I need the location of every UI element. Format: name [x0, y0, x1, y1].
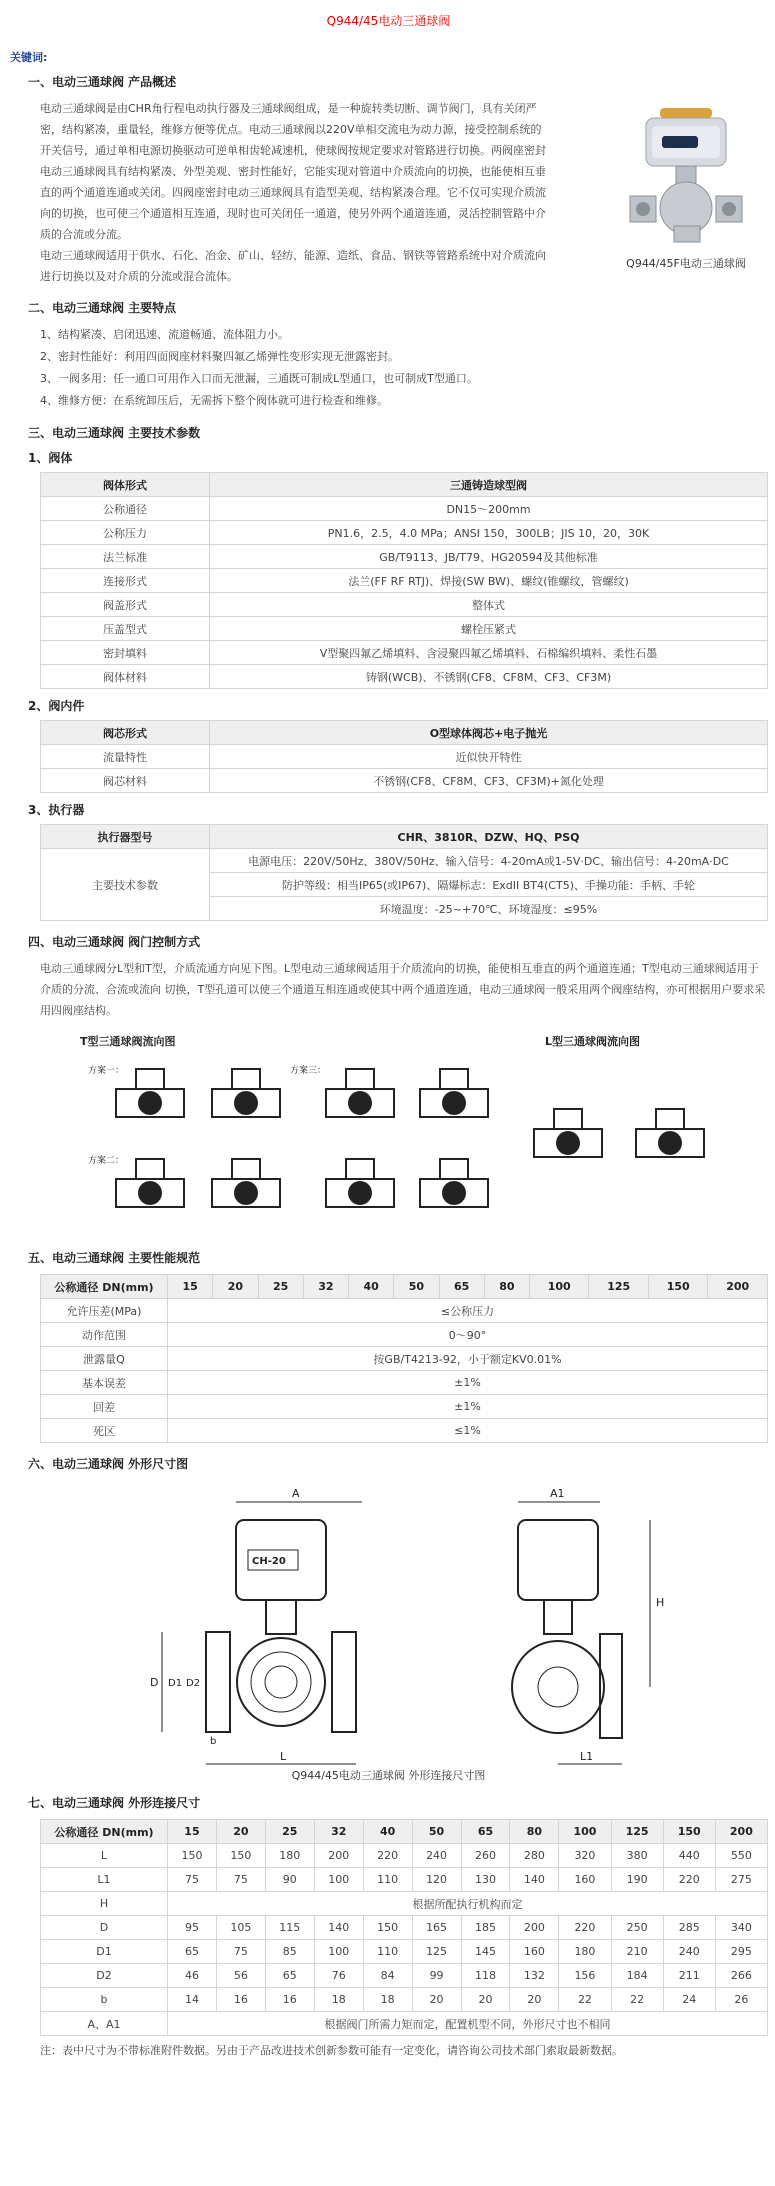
table-cell: 120 — [412, 1868, 461, 1892]
table-cell: 150 — [216, 1844, 265, 1868]
table-header-cell: 80 — [510, 1820, 559, 1844]
page-title: Q944/45电动三通球阀 — [326, 14, 451, 28]
table-cell: 285 — [663, 1916, 715, 1940]
table-cell: 75 — [216, 1940, 265, 1964]
table-cell: 95 — [168, 1916, 217, 1940]
table-row — [41, 545, 768, 569]
table-cell: 280 — [510, 1844, 559, 1868]
table-row — [41, 497, 768, 521]
table-cell: 100 — [314, 1868, 363, 1892]
table-header-cell: 65 — [461, 1820, 510, 1844]
section-overview-heading: 一、电动三通球阀 产品概述 — [28, 75, 177, 89]
table-row — [41, 641, 768, 665]
table-cell: 250 — [611, 1916, 663, 1940]
table-cell: 基本误差 — [41, 1371, 168, 1395]
table-cell: 140 — [314, 1916, 363, 1940]
keywords-label: 关键词: — [10, 51, 48, 64]
table-cell: 85 — [265, 1940, 314, 1964]
flow-diagrams — [40, 1031, 767, 1237]
table-cell: 22 — [611, 1988, 663, 2012]
table-cell: 90 — [265, 1868, 314, 1892]
table-row — [41, 1988, 768, 2012]
overview-paragraph-2: 电动三通球阀适用于供水、石化、冶金、矿山、轻纺、能源、造纸、食品、钢铁等管路系统中对介质流向进行切换以及对介质的分流或混合流体。 — [40, 249, 546, 283]
table-cell: 20 — [461, 1988, 510, 2012]
product-photo — [616, 106, 756, 246]
table-cell: 210 — [611, 1940, 663, 1964]
table-cell: 84 — [363, 1964, 412, 1988]
table-cell: 130 — [461, 1868, 510, 1892]
table-cell: 24 — [663, 1988, 715, 2012]
dim-d2-label: D2 — [186, 1678, 201, 1689]
table-cell: 99 — [412, 1964, 461, 1988]
dim-b-label: b — [210, 1736, 217, 1747]
table-header-cell: 公称通径 DN(mm) — [41, 1820, 168, 1844]
table-header-cell: 三通铸造球型阀 — [210, 473, 768, 497]
table-row — [41, 617, 768, 641]
table-header-cell: 25 — [265, 1820, 314, 1844]
table-cell: 180 — [559, 1940, 611, 1964]
footnote: 注：表中尺寸为不带标准附件数据。另由于产品改进技术创新参数可能有一定变化，请咨询公司技术部门索取最新数据。 — [40, 2044, 623, 2057]
table-row — [41, 1275, 768, 1299]
table-cell: 防护等级：相当IP65(或IP67)、隔爆标志：ExdII BT4(CT5)、手操功能：手柄、手轮 — [210, 873, 768, 897]
l-diagram-title: L型三通球阀流向图 — [545, 1035, 641, 1048]
table-cell: 14 — [168, 1988, 217, 2012]
table-header-cell: 阀芯形式 — [41, 721, 210, 745]
table-header-cell: CHR、3810R、DZW、HQ、PSQ — [210, 825, 768, 849]
table-header-cell: 15 — [168, 1275, 213, 1299]
table-cell: 440 — [663, 1844, 715, 1868]
table-cell: 主要技术参数 — [41, 849, 210, 921]
feature-item: 3、一阀多用：任一通口可用作入口而无泄漏，三通既可制成L型通口，也可制成T型通口。 — [40, 372, 478, 385]
table-header-cell: 执行器型号 — [41, 825, 210, 849]
dim-d-label: D — [150, 1676, 159, 1689]
table-cell: 近似快开特性 — [210, 745, 768, 769]
table-cell: 180 — [265, 1844, 314, 1868]
table-cell: 不锈钢(CF8、CF8M、CF3、CF3M)+氮化处理 — [210, 769, 768, 793]
table-cell: 266 — [715, 1964, 767, 1988]
table-cell: b — [41, 1988, 168, 2012]
table-cell: 115 — [265, 1916, 314, 1940]
table-cell: 65 — [168, 1940, 217, 1964]
table-cell: 20 — [412, 1988, 461, 2012]
feature-item: 2、密封性能好：利用四面阀座材料聚四氟乙烯弹性变形实现无泄露密封。 — [40, 350, 399, 363]
dimension-drawing — [10, 1482, 767, 1782]
table-cell: 190 — [611, 1868, 663, 1892]
table-cell: 240 — [663, 1940, 715, 1964]
table-cell: 流量特性 — [41, 745, 210, 769]
table-cell: ±1% — [168, 1395, 768, 1419]
table-cell: 140 — [510, 1868, 559, 1892]
table-cell: 根据阀门所需力矩而定，配置机型不同，外形尺寸也不相同 — [168, 2012, 768, 2036]
feature-item: 1、结构紧凑、启闭迅速、流道畅通、流体阻力小。 — [40, 328, 289, 341]
table-row — [41, 1820, 768, 1844]
table-row — [41, 825, 768, 849]
table-row — [41, 665, 768, 689]
table-cell: 200 — [510, 1916, 559, 1940]
table-cell: 105 — [216, 1916, 265, 1940]
table-cell: D — [41, 1916, 168, 1940]
table-header-cell: 200 — [708, 1275, 768, 1299]
body-subheading: 1、阀体 — [28, 451, 73, 465]
table-header-cell: 150 — [648, 1275, 707, 1299]
product-figure — [611, 106, 761, 271]
table-header-cell: 125 — [589, 1275, 648, 1299]
table-cell: 螺栓压紧式 — [210, 617, 768, 641]
table-cell: PN1.6，2.5，4.0 MPa；ANSI 150，300LB；JIS 10，20，30K — [210, 521, 768, 545]
dim-l-label: L — [280, 1750, 287, 1763]
table-cell: 允许压差(MPa) — [41, 1299, 168, 1323]
section-features-heading: 二、电动三通球阀 主要特点 — [28, 301, 177, 315]
table-header-cell: 100 — [559, 1820, 611, 1844]
table-cell: 145 — [461, 1940, 510, 1964]
table-cell: 连接形式 — [41, 569, 210, 593]
table-row — [41, 769, 768, 793]
table-header-cell: 65 — [439, 1275, 484, 1299]
table-cell: 回差 — [41, 1395, 168, 1419]
table-cell: 110 — [363, 1940, 412, 1964]
dim-l1-label: L1 — [580, 1750, 594, 1763]
section-control-heading: 四、电动三通球阀 阀门控制方式 — [28, 935, 201, 949]
table-cell: ≤公称压力 — [168, 1299, 768, 1323]
dim-h-label: H — [656, 1596, 665, 1609]
table-cell: 阀体材料 — [41, 665, 210, 689]
table-cell: 动作范围 — [41, 1323, 168, 1347]
flow-diagram-svg — [40, 1031, 768, 1237]
features-list — [40, 324, 767, 412]
table-header-cell: 200 — [715, 1820, 767, 1844]
table-row — [41, 849, 768, 873]
table-header-cell: 80 — [484, 1275, 529, 1299]
table-header-cell: 32 — [314, 1820, 363, 1844]
table-cell: H — [41, 1892, 168, 1916]
table-cell: 550 — [715, 1844, 767, 1868]
table-cell: 125 — [412, 1940, 461, 1964]
table-cell: 泄露量Q — [41, 1347, 168, 1371]
actuator-model-label: CH-20 — [252, 1556, 286, 1567]
table-row — [41, 521, 768, 545]
table-cell: 16 — [216, 1988, 265, 2012]
table-header-cell: 50 — [412, 1820, 461, 1844]
body-table — [40, 472, 768, 689]
table-cell: 150 — [363, 1916, 412, 1940]
table-header-cell: 40 — [363, 1820, 412, 1844]
t-diagram-title: T型三通球阀流向图 — [80, 1035, 176, 1048]
connection-table — [40, 1819, 768, 2036]
table-cell: 死区 — [41, 1419, 168, 1443]
table-header-cell: 20 — [213, 1275, 258, 1299]
table-cell: D2 — [41, 1964, 168, 1988]
table-cell: 阀芯材料 — [41, 769, 210, 793]
table-header-cell: 125 — [611, 1820, 663, 1844]
table-cell: 阀盖形式 — [41, 593, 210, 617]
section-spec-heading: 三、电动三通球阀 主要技术参数 — [28, 426, 201, 440]
dim-d1-label: D1 — [168, 1678, 183, 1689]
table-cell: 法兰标准 — [41, 545, 210, 569]
table-row — [41, 1299, 768, 1323]
table-header-cell: 15 — [168, 1820, 217, 1844]
control-text: 电动三通球阀分L型和T型，介质流通方向见下图。L型电动三通球阀适用于介质流向的切换，能使相互垂直的两个通道连通；T型电动三通球阀适用于介质的分流、合流或流向 切换，T型孔道可以使三个通道互相连通或使其中两个通道连通，电动三通球阀一般采用两个阀座结构，亦可根据用户要求采用四阀座结构。 — [40, 962, 766, 1017]
table-row — [41, 745, 768, 769]
table-row — [41, 473, 768, 497]
table-row — [41, 1868, 768, 1892]
table-row — [41, 569, 768, 593]
table-cell: 260 — [461, 1844, 510, 1868]
table-cell: A、A1 — [41, 2012, 168, 2036]
feature-item: 4、维修方便：在系统卸压后，无需拆下整个阀体就可进行检查和维修。 — [40, 394, 388, 407]
table-cell: 环境温度：-25~+70℃、环境湿度：≤95% — [210, 897, 768, 921]
table-cell: L — [41, 1844, 168, 1868]
table-cell: 20 — [510, 1988, 559, 2012]
table-cell: 铸钢(WCB)、不锈钢(CF8、CF8M、CF3、CF3M) — [210, 665, 768, 689]
table-header-cell: O型球体阀芯+电子抛光 — [210, 721, 768, 745]
table-cell: 56 — [216, 1964, 265, 1988]
table-cell: 16 — [265, 1988, 314, 2012]
table-header-cell: 阀体形式 — [41, 473, 210, 497]
table-row — [41, 1916, 768, 1940]
table-header-cell: 150 — [663, 1820, 715, 1844]
table-cell: 132 — [510, 1964, 559, 1988]
table-row — [41, 1419, 768, 1443]
table-cell: 220 — [559, 1916, 611, 1940]
table-cell: ±1% — [168, 1371, 768, 1395]
table-row — [41, 593, 768, 617]
table-cell: 295 — [715, 1940, 767, 1964]
table-cell: 150 — [168, 1844, 217, 1868]
overview-text — [10, 98, 550, 287]
table-cell: ≤1% — [168, 1419, 768, 1443]
table-row — [41, 1844, 768, 1868]
table-cell: 按GB/T4213-92，小于额定KV0.01% — [168, 1347, 768, 1371]
section-performance-heading: 五、电动三通球阀 主要性能规范 — [28, 1251, 201, 1265]
scheme-1-label: 方案一： — [88, 1066, 125, 1076]
table-cell: 185 — [461, 1916, 510, 1940]
table-cell: V型聚四氟乙烯填料、含浸聚四氟乙烯填料、石棉编织填料、柔性石墨 — [210, 641, 768, 665]
performance-table — [40, 1274, 768, 1443]
table-header-cell: 公称通径 DN(mm) — [41, 1275, 168, 1299]
table-row — [41, 1323, 768, 1347]
dim-a1-label: A1 — [550, 1487, 565, 1500]
table-cell: 240 — [412, 1844, 461, 1868]
table-cell: 275 — [715, 1868, 767, 1892]
table-cell: 65 — [265, 1964, 314, 1988]
table-header-cell: 100 — [530, 1275, 589, 1299]
inner-parts-subheading: 2、阀内件 — [28, 699, 85, 713]
table-cell: 184 — [611, 1964, 663, 1988]
table-row — [41, 1347, 768, 1371]
table-cell: 公称通径 — [41, 497, 210, 521]
table-cell: 380 — [611, 1844, 663, 1868]
table-cell: 公称压力 — [41, 521, 210, 545]
section-dimension-drawing-heading: 六、电动三通球阀 外形尺寸图 — [28, 1457, 189, 1471]
table-cell: 200 — [314, 1844, 363, 1868]
overview-block — [10, 98, 767, 287]
table-row — [41, 1964, 768, 1988]
table-cell: 100 — [314, 1940, 363, 1964]
overview-paragraph-1: 电动三通球阀是由CHR角行程电动执行器及三通球阀组成，是一种旋转类切断、调节阀门，具有关闭严密，结构紧凑，重量轻，维修方便等优点。电动三通球阀以220V单相交流电为动力源，接受控制系统的开关信号，通过单相电源切换驱动可逆单相齿轮减速机，使球阀按规定要求对管路进行切换。两阀座密封电动三通球阀具有结构紧凑、外型美观、密封性能好，它能实现对管道中介质流向的切换，也能使相互垂直的两个通道连通或关闭。四阀座密封电动三通球阀具有造型美观、结构紧凑合理。它不仅可实现介质流向的切换，也可使三个通道相互连通，现时也可关闭任一通道，使另外两个通道连通，灵活控制管路中介质的合流或分流。 — [40, 102, 546, 241]
inner-parts-table — [40, 720, 768, 793]
table-cell: 18 — [314, 1988, 363, 2012]
section-connection-heading: 七、电动三通球阀 外形连接尺寸 — [28, 1796, 201, 1810]
product-caption: Q944/45F电动三通球阀 — [626, 257, 746, 270]
table-row — [41, 1940, 768, 1964]
table-cell: 法兰(FF RF RTJ)、焊接(SW BW)、螺纹(锥螺纹，管螺纹) — [210, 569, 768, 593]
table-cell: 根据所配执行机构而定 — [168, 1892, 768, 1916]
table-cell: 160 — [510, 1940, 559, 1964]
table-cell: 26 — [715, 1988, 767, 2012]
table-cell: 密封填料 — [41, 641, 210, 665]
table-header-cell: 20 — [216, 1820, 265, 1844]
dimension-drawing-svg — [10, 1482, 769, 1782]
table-cell: 压盖型式 — [41, 617, 210, 641]
table-cell: 18 — [363, 1988, 412, 2012]
table-cell: 电源电压：220V/50Hz、380V/50Hz、输入信号：4-20mA或1-5V·DC、输出信号：4-20mA·DC — [210, 849, 768, 873]
table-cell: 76 — [314, 1964, 363, 1988]
table-cell: 320 — [559, 1844, 611, 1868]
table-cell: 220 — [663, 1868, 715, 1892]
table-cell: 165 — [412, 1916, 461, 1940]
table-header-cell: 50 — [394, 1275, 439, 1299]
dimension-drawing-caption: Q944/45电动三通球阀 外形连接尺寸图 — [291, 1769, 486, 1782]
table-cell: 75 — [216, 1868, 265, 1892]
table-cell: 118 — [461, 1964, 510, 1988]
table-cell: 22 — [559, 1988, 611, 2012]
scheme-2-label: 方案二： — [88, 1156, 125, 1166]
table-row — [41, 721, 768, 745]
table-row — [41, 1395, 768, 1419]
dim-a-label: A — [292, 1487, 300, 1500]
table-header-cell: 40 — [349, 1275, 394, 1299]
actuator-table — [40, 824, 768, 921]
table-cell: D1 — [41, 1940, 168, 1964]
table-cell: L1 — [41, 1868, 168, 1892]
table-cell: 211 — [663, 1964, 715, 1988]
table-cell: 0～90° — [168, 1323, 768, 1347]
table-cell: 220 — [363, 1844, 412, 1868]
table-cell: GB/T9113、JB/T79、HG20594及其他标准 — [210, 545, 768, 569]
table-cell: 46 — [168, 1964, 217, 1988]
table-cell: 整体式 — [210, 593, 768, 617]
table-cell: DN15～200mm — [210, 497, 768, 521]
table-cell: 160 — [559, 1868, 611, 1892]
table-cell: 156 — [559, 1964, 611, 1988]
table-cell: 340 — [715, 1916, 767, 1940]
scheme-3-label: 方案三： — [290, 1066, 327, 1076]
table-row — [41, 2012, 768, 2036]
table-row — [41, 1371, 768, 1395]
table-cell: 110 — [363, 1868, 412, 1892]
table-row — [41, 1892, 768, 1916]
actuator-subheading: 3、执行器 — [28, 803, 85, 817]
table-header-cell: 32 — [303, 1275, 348, 1299]
table-header-cell: 25 — [258, 1275, 303, 1299]
table-cell: 75 — [168, 1868, 217, 1892]
